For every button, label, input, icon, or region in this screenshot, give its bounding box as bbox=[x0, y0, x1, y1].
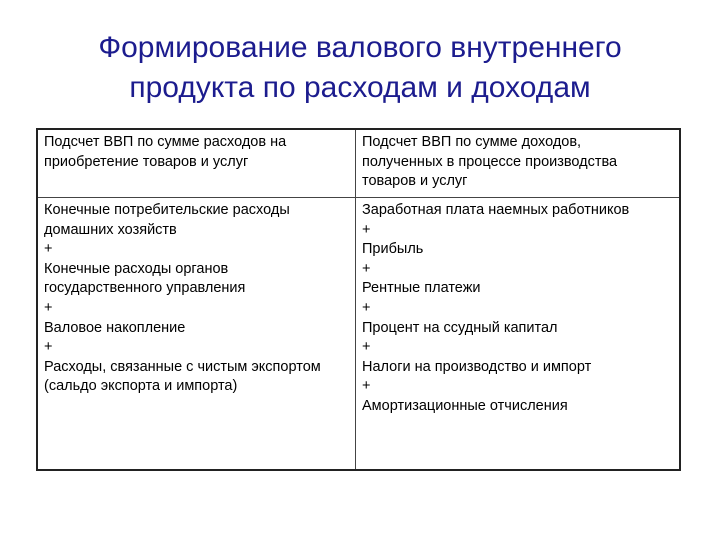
plus-sign: + bbox=[44, 299, 53, 316]
gdp-table bbox=[36, 128, 681, 471]
list-item: Конечные расходы органов bbox=[44, 260, 229, 277]
slide-title bbox=[40, 28, 680, 108]
header-line: Подсчет ВВП по сумме доходов, bbox=[362, 134, 582, 150]
header-line: Подсчет ВВП по сумме расходов на bbox=[44, 134, 287, 150]
expenditure-components bbox=[38, 198, 356, 469]
plus-sign: + bbox=[362, 378, 371, 395]
list-item: Прибыль bbox=[362, 241, 424, 258]
plus-sign: + bbox=[362, 299, 371, 316]
list-item: домашних хозяйств bbox=[44, 221, 177, 238]
plus-sign: + bbox=[362, 339, 371, 356]
list-item: Расходы, связанные с чистым экспортом bbox=[44, 358, 321, 375]
header-line: полученных в процессе производства bbox=[362, 153, 618, 170]
list-item: Процент на ссудный капитал bbox=[362, 319, 558, 336]
plus-sign: + bbox=[362, 221, 371, 238]
plus-sign: + bbox=[44, 339, 53, 356]
title-line-1: Формирование валового внутреннего bbox=[98, 31, 622, 64]
list-item: Рентные платежи bbox=[362, 280, 481, 297]
header-line: товаров и услуг bbox=[362, 173, 468, 190]
plus-sign: + bbox=[44, 241, 53, 258]
title-line-2: продукта по расходам и доходам bbox=[129, 71, 591, 104]
list-item: (сальдо экспорта и импорта) bbox=[44, 378, 238, 395]
list-item: Заработная плата наемных работников bbox=[362, 202, 630, 218]
list-item: Валовое накопление bbox=[44, 319, 186, 336]
plus-sign: + bbox=[362, 260, 371, 277]
list-item: Амортизационные отчисления bbox=[362, 397, 568, 414]
header-expenditure-method bbox=[38, 130, 356, 198]
header-line: приобретение товаров и услуг bbox=[44, 153, 249, 170]
list-item: Конечные потребительские расходы bbox=[44, 202, 290, 218]
list-item: государственного управления bbox=[44, 280, 246, 297]
header-income-method bbox=[356, 130, 679, 198]
income-components bbox=[356, 198, 679, 469]
list-item: Налоги на производство и импорт bbox=[362, 358, 592, 375]
